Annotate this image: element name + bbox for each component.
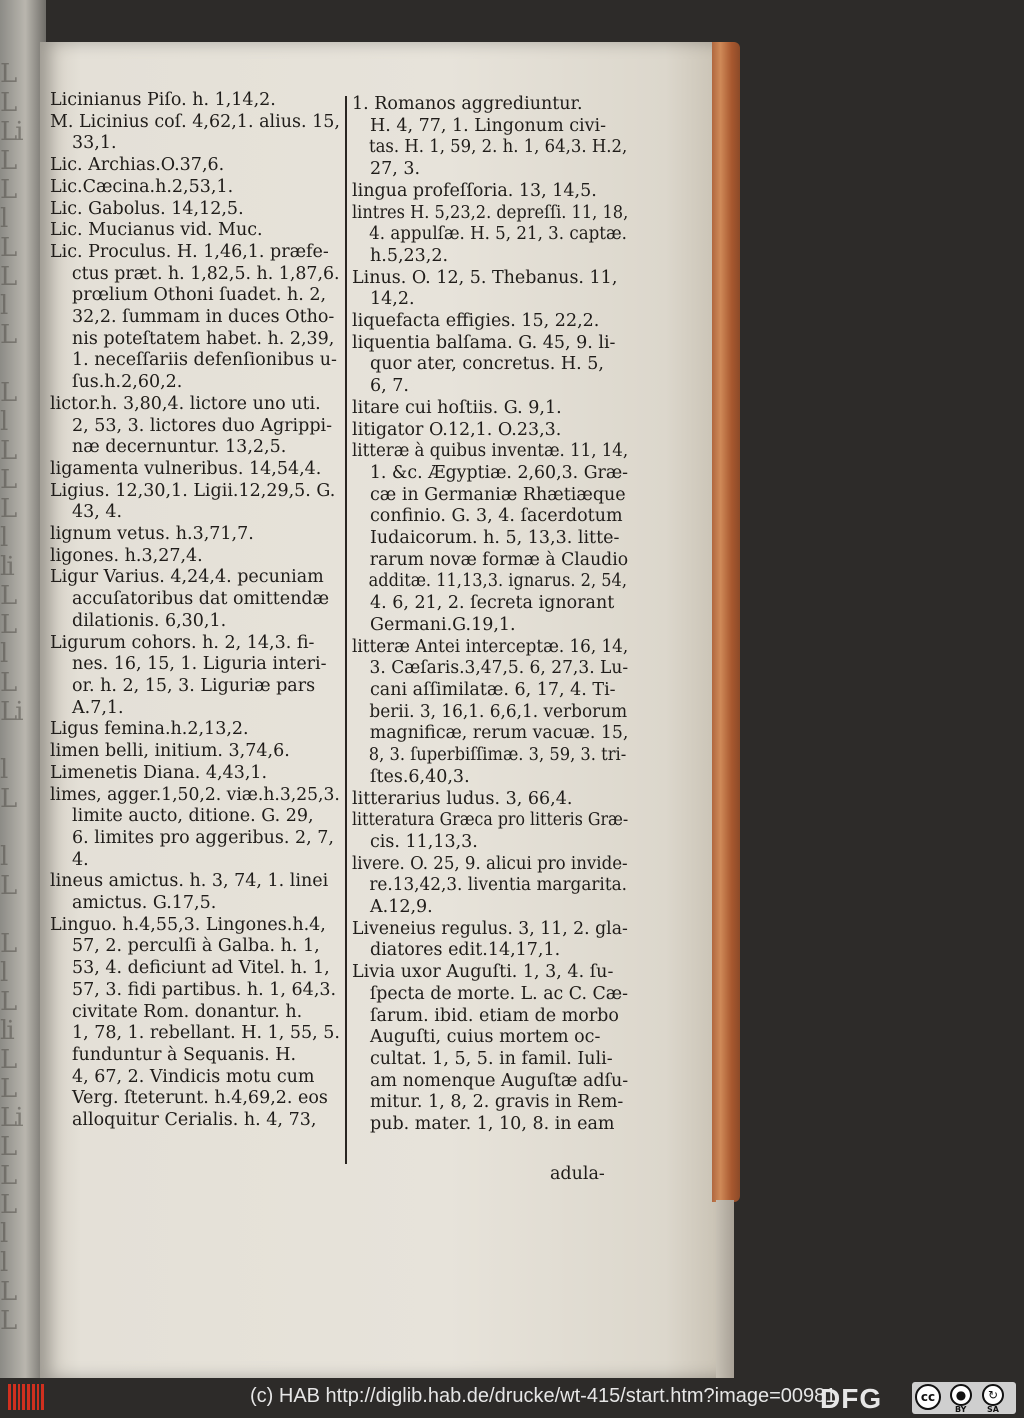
entry-line: 33,1. (72, 133, 117, 154)
entry-line: confinio. G. 3, 4. ſacerdotum (370, 506, 623, 527)
entry-line: civitate Rom. donantur. h. (72, 1001, 303, 1022)
index-entry (50, 177, 340, 199)
entry-line: A.12,9. (370, 897, 433, 918)
cc-icon: cc (915, 1384, 941, 1410)
entry-line: 1. neceſſariis defenſionibus u- (72, 350, 337, 371)
entry-line: berii. 3, 16,1. 6,6,1. verborum (369, 701, 628, 722)
index-entry (352, 962, 628, 1136)
entry-line: funduntur à Sequanis. H. (72, 1044, 297, 1065)
entry-line: Lic. Archias.O.37,6. (50, 155, 225, 176)
index-entry (50, 763, 340, 785)
entry-line: lineus amictus. h. 3, 74, 1. linei (50, 871, 329, 892)
catchword: adula- (550, 1164, 605, 1184)
cc-license-badge[interactable] (912, 1382, 1016, 1414)
entry-line: h.5,23,2. (370, 245, 449, 266)
entry-line: 1, 78, 1. rebellant. H. 1, 55, 5. (72, 1023, 340, 1044)
column-divider (345, 96, 347, 1164)
viewer-footer (0, 1378, 1024, 1418)
entry-line: ligones. h.3,27,4. (50, 545, 203, 566)
entry-line: or. h. 2, 15, 3. Liguriæ pars (72, 675, 316, 696)
index-entry (352, 203, 628, 268)
index-entry (50, 199, 340, 221)
entry-line: Lic. Proculus. H. 1,46,1. præfe- (50, 241, 329, 262)
copyright-link[interactable]: (c) HAB http://diglib.hab.de/drucke/wt-415/start.htm?image=00981 (250, 1385, 837, 1407)
index-entry (50, 915, 340, 1132)
entry-line: re.13,42,3. liventia margarita. (369, 875, 627, 896)
entry-line: litteræ Antei interceptæ. 16, 14, (352, 636, 629, 657)
index-entry (352, 398, 628, 420)
entry-line: A.7,1. (72, 697, 124, 718)
left-index-column (50, 90, 340, 1132)
right-index-column (352, 94, 628, 1136)
person-icon: ● (950, 1384, 972, 1406)
entry-line: cani aſſimilatæ. 6, 17, 4. Ti- (370, 679, 616, 700)
entry-line: 2, 53, 3. lictores duo Agrippi- (72, 415, 333, 436)
entry-line: litigator O.12,1. O.23,3. (352, 419, 562, 440)
entry-line: 4. appulſæ. H. 5, 21, 3. captæ. (369, 224, 627, 245)
entry-line: Linguo. h.4,55,3. Lingones.h.4, (50, 914, 326, 935)
entry-line: Germani.G.19,1. (370, 614, 516, 635)
index-entry (352, 637, 628, 789)
index-entry (50, 785, 340, 872)
entry-line: am nomenque Auguſtæ adſu- (370, 1070, 629, 1091)
index-entry (50, 155, 340, 177)
previous-page-text: L L Li L L l L L l L L l L L L l li L L l L Li l L l L L l L li L L Li L L L l l L L (0, 60, 22, 1336)
entry-line: litteræ à quibus inventæ. 11, 14, (352, 441, 629, 462)
entry-line: ſpecta de morte. L. ac C. Cæ- (369, 983, 628, 1004)
entry-line: liquefacta effigies. 15, 22,2. (352, 311, 600, 332)
entry-line: litteratura Græca pro litteris Græ- (352, 810, 629, 831)
index-entry (50, 719, 340, 741)
entry-line: ligamenta vulneribus. 14,54,4. (50, 458, 322, 479)
entry-line: lictor.h. 3,80,4. lictore uno uti. (50, 393, 321, 414)
entry-line: Limenetis Diana. 4,43,1. (50, 762, 268, 783)
entry-line: 14,2. (370, 289, 415, 310)
entry-line: Ligius. 12,30,1. Ligii.12,29,5. G. (50, 480, 336, 501)
entry-line: Ligus femina.h.2,13,2. (50, 719, 249, 740)
index-entry (50, 220, 340, 242)
index-entry (352, 420, 628, 442)
entry-line: H. 4, 77, 1. Lingonum civi- (370, 115, 607, 136)
index-entry (352, 810, 628, 853)
entry-line: Linus. O. 12, 5. Thebanus. 11, (352, 267, 618, 288)
index-entry (352, 789, 628, 811)
entry-line: ſarum. ibid. etiam de morbo (370, 1005, 619, 1026)
index-entry (352, 854, 628, 919)
entry-line: næ decernuntur. 13,2,5. (72, 437, 287, 458)
index-entry (50, 567, 340, 632)
share-alike-icon: ↻ (982, 1384, 1004, 1406)
index-entry (352, 333, 628, 398)
entry-line: lingua profeſſoria. 13, 14,5. (352, 180, 597, 201)
entry-line: Lic. Gabolus. 14,12,5. (50, 198, 244, 219)
entry-line: livere. O. 25, 9. alicui pro invide- (352, 853, 628, 874)
entry-line: cæ in Germaniæ Rhætiæque (370, 484, 626, 505)
entry-line: Lic.Cæcina.h.2,53,1. (50, 176, 234, 197)
entry-line: dilationis. 6,30,1. (72, 610, 227, 631)
entry-line: tas. H. 1, 59, 2. h. 1, 64,3. H.2, (368, 137, 628, 158)
index-entry (352, 311, 628, 333)
entry-line: 6. limites pro aggeribus. 2, 7, (72, 827, 334, 848)
entry-line: prœlium Othoni ſuadet. h. 2, (72, 285, 327, 306)
entry-line: 3. Cæſaris.3,47,5. 6, 27,3. Lu- (369, 658, 629, 679)
entry-line: 57, 3. fidi partibus. h. 1, 64,3. (72, 979, 337, 1000)
index-entry (50, 242, 340, 394)
entry-line: magnificæ, rerum vacuæ. 15, (369, 723, 629, 744)
index-entry (352, 441, 628, 636)
entry-line: cultat. 1, 5, 5. in famil. Iuli- (370, 1048, 613, 1069)
index-entry (50, 481, 340, 524)
entry-line: additæ. 11,13,3. ignarus. 2, 54, (368, 571, 628, 592)
entry-line: accuſatoribus dat omittendæ (72, 589, 330, 610)
entry-line: ſus.h.2,60,2. (72, 372, 183, 393)
entry-line: Auguſti, cuius mortem oc- (370, 1027, 601, 1048)
entry-line: cis. 11,13,3. (370, 831, 478, 852)
entry-line: lignum vetus. h.3,71,7. (50, 524, 254, 545)
index-entry (50, 394, 340, 459)
entry-line: 6, 7. (370, 376, 409, 397)
index-entry (352, 181, 628, 203)
entry-line: Verg. ſteterunt. h.4,69,2. eos (72, 1088, 328, 1109)
entry-line: diatores edit.14,17,1. (370, 940, 561, 961)
entry-line: mitur. 1, 8, 2. gravis in Rem- (370, 1092, 624, 1113)
entry-line: pub. mater. 1, 10, 8. in eam (370, 1114, 615, 1135)
entry-line: limite aucto, ditione. G. 29, (72, 806, 314, 827)
entry-line: nis poteſtatem habet. h. 2,39, (72, 328, 335, 349)
index-entry (50, 90, 340, 112)
entry-line: 8, 3. ſuperbiſſimæ. 3, 59, 3. tri- (368, 745, 627, 766)
entry-line: litare cui hoſtiis. G. 9,1. (352, 397, 562, 418)
page-edge-lower (716, 1200, 734, 1378)
entry-line: limes, agger.1,50,2. viæ.h.3,25,3. (50, 784, 340, 805)
entry-line: 57, 2. perculſi à Galba. h. 1, (72, 936, 320, 957)
index-entry (50, 546, 340, 568)
index-entry (50, 633, 340, 720)
entry-line: alloquitur Cerialis. h. 4, 73, (72, 1110, 317, 1131)
entry-line: 4, 67, 2. Vindicis motu cum (72, 1066, 315, 1087)
entry-line: M. Licinius coſ. 4,62,1. alius. 15, (50, 111, 340, 132)
index-entry (50, 524, 340, 546)
index-entry (352, 94, 628, 181)
entry-line: Iudaicorum. h. 5, 13,3. litte- (370, 528, 620, 549)
entry-line: nes. 16, 15, 1. Liguria interi- (72, 654, 327, 675)
entry-line: limen belli, initium. 3,74,6. (50, 741, 290, 762)
index-entry (352, 919, 628, 962)
entry-line: 4. (72, 849, 89, 870)
entry-line: 1. Romanos aggrediuntur. (352, 94, 583, 114)
dfg-logo[interactable]: DFG (820, 1383, 883, 1414)
index-entry (50, 112, 340, 155)
entry-line: litterarius ludus. 3, 66,4. (352, 788, 573, 809)
entry-line: amictus. G.17,5. (72, 893, 217, 914)
entry-line: ſtes.6,40,3. (370, 766, 470, 787)
page-edge (712, 42, 740, 1202)
entry-line: ctus præt. h. 1,82,5. h. 1,87,6. (71, 263, 340, 284)
by-label: BY (955, 1405, 967, 1414)
entry-line: 43, 4. (72, 502, 123, 523)
entry-line: Ligur Varius. 4,24,4. pecuniam (50, 567, 324, 588)
sa-label: SA (987, 1405, 999, 1414)
barcode-icon (8, 1384, 44, 1410)
entry-line: Livia uxor Auguſti. 1, 3, 4. ſu- (352, 962, 614, 983)
entry-line: liquentia balſama. G. 45, 9. li- (352, 332, 616, 353)
entry-line: rarum novæ formæ à Claudio (369, 549, 629, 570)
entry-line: 32,2. ſummam in duces Otho- (72, 307, 335, 328)
entry-line: 53, 4. deficiunt ad Vitel. h. 1, (72, 958, 330, 979)
index-entry (50, 871, 340, 914)
entry-line: Ligurum cohors. h. 2, 14,3. fi- (50, 632, 315, 653)
index-entry (50, 741, 340, 763)
entry-line: Lic. Mucianus vid. Muc. (50, 220, 263, 241)
index-entry (50, 459, 340, 481)
entry-line: Licinianus Piſo. h. 1,14,2. (50, 90, 276, 110)
entry-line: lintres H. 5,23,2. depreſſi. 11, 18, (352, 202, 629, 223)
entry-line: Liveneius regulus. 3, 11, 2. gla- (352, 918, 628, 939)
index-entry (352, 268, 628, 311)
entry-line: 1. &c. Ægyptiæ. 2,60,3. Græ- (369, 462, 629, 483)
entry-line: 27, 3. (370, 159, 421, 180)
entry-line: 4. 6, 21, 2. ſecreta ignorant (370, 593, 615, 614)
entry-line: quor ater, concretus. H. 5, (370, 354, 604, 375)
